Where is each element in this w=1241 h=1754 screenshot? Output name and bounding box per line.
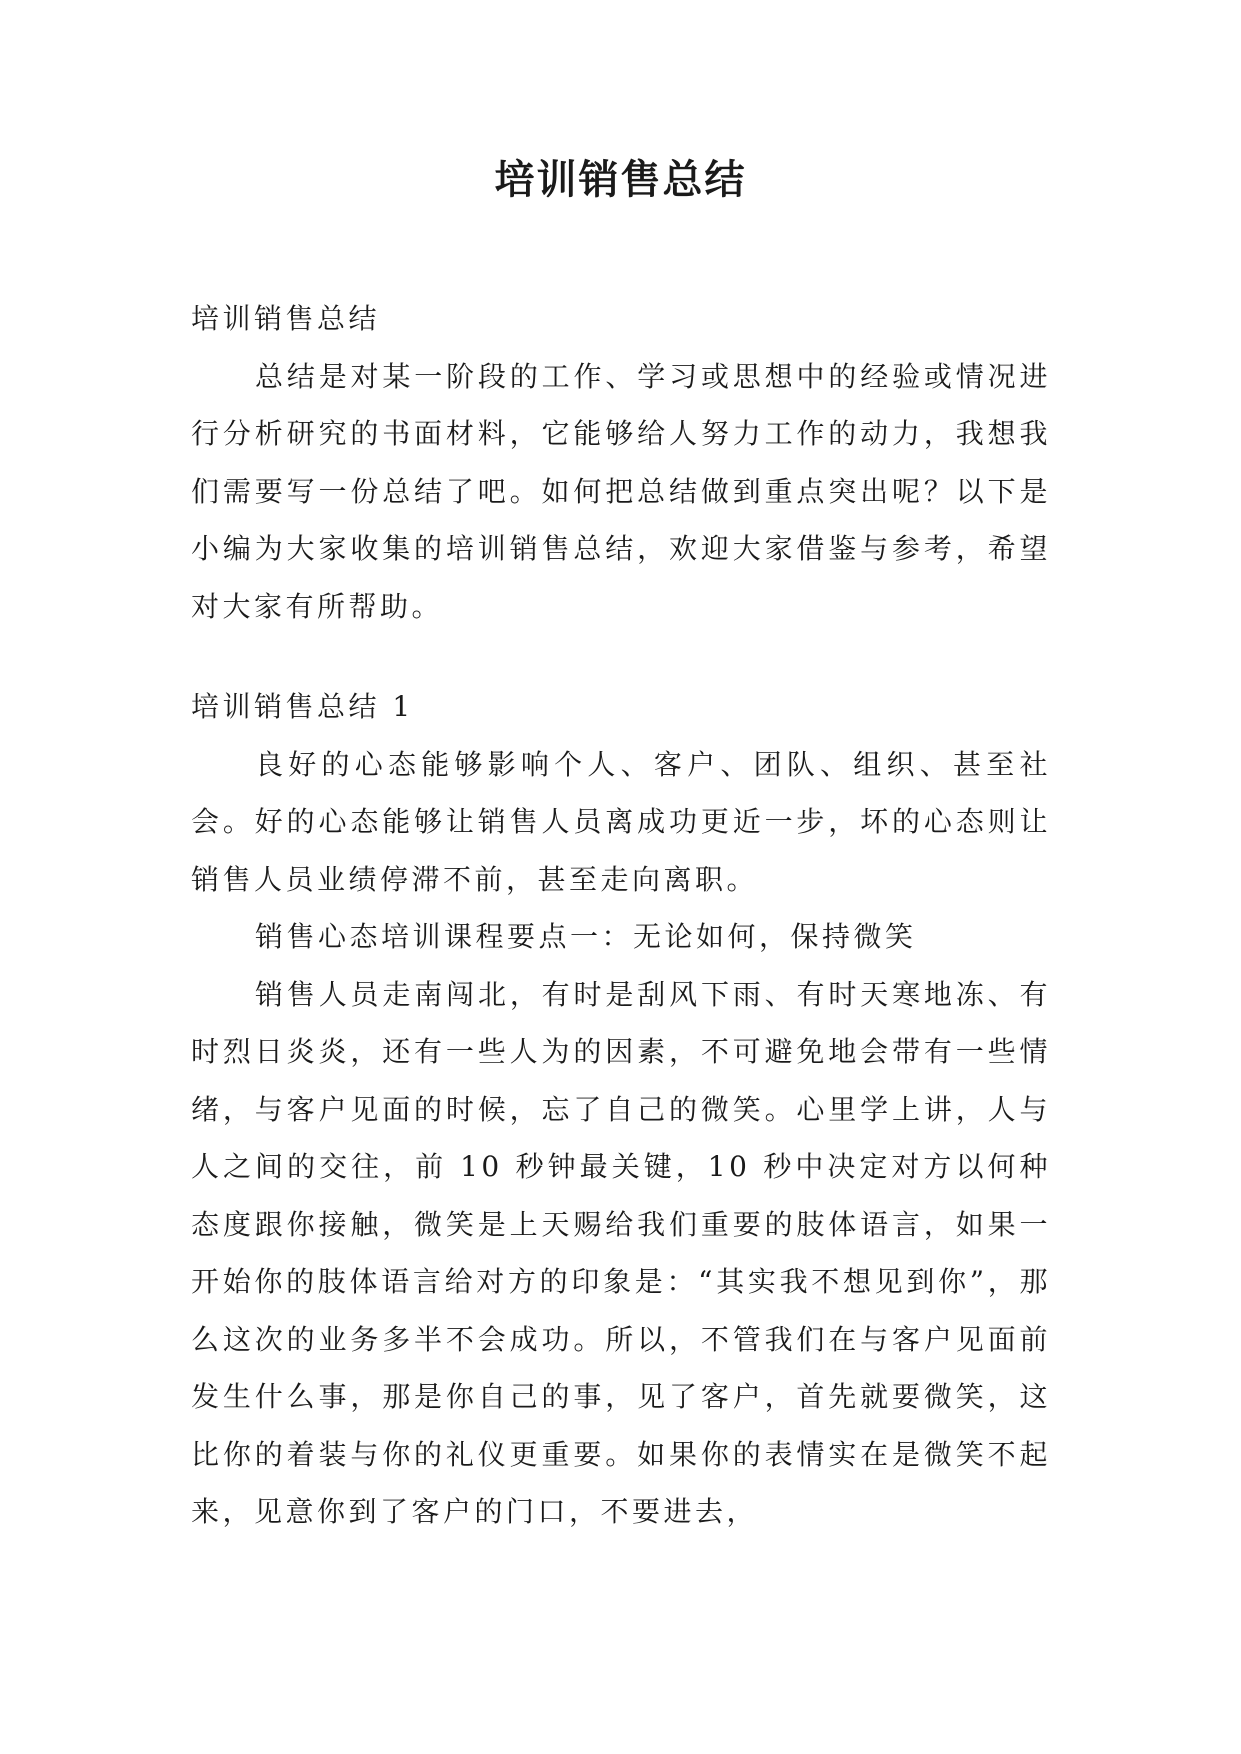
section1-paragraph-1: 良好的心态能够影响个人、客户、团队、组织、甚至社会。好的心态能够让销售人员离成功更近一步，坏的心态则让销售人员业绩停滞不前，甚至走向离职。: [191, 747, 1051, 896]
document-body: [191, 290, 1051, 1541]
section1-heading: 培训销售总结 1: [191, 690, 414, 723]
intro-paragraph: 总结是对某一阶段的工作、学习或思想中的经验或情况进行分析研究的书面材料，它能够给人努力工作的动力，我想我们需要写一份总结了吧。如何把总结做到重点突出呢？以下是小编为大家收集的培训销售总结，欢迎大家借鉴与参考，希望对大家有所帮助。: [191, 359, 1051, 623]
section-spacer: [191, 635, 1051, 678]
document-title: 培训销售总结: [494, 157, 747, 203]
section1-paragraph-2: 销售人员走南闯北，有时是刮风下雨、有时天寒地冻、有时烈日炎炎，还有一些人为的因素，不可避免地会带有一些情绪，与客户见面的时候，忘了自己的微笑。心里学上讲，人与人之间的交往，前 10 秒钟最关键，10 秒中决定对方以何种态度跟你接触，微笑是上天赐给我们重要的肢体语言，如果一开始你的肢体语言给对方的印象是：“其实我不想见到你”，那么这次的业务多半不会成功。所以，不管我们在与客户见面前发生什么事，那是你自己的事，见了客户，首先就要微笑，这比你的着装与你的礼仪更重要。如果你的表情实在是微笑不起来，见意你到了客户的门口，不要进去，: [191, 977, 1051, 1528]
intro-heading: 培训销售总结: [191, 302, 381, 335]
section1-point-1: 销售心态培训课程要点一：无论如何，保持微笑: [255, 920, 917, 953]
